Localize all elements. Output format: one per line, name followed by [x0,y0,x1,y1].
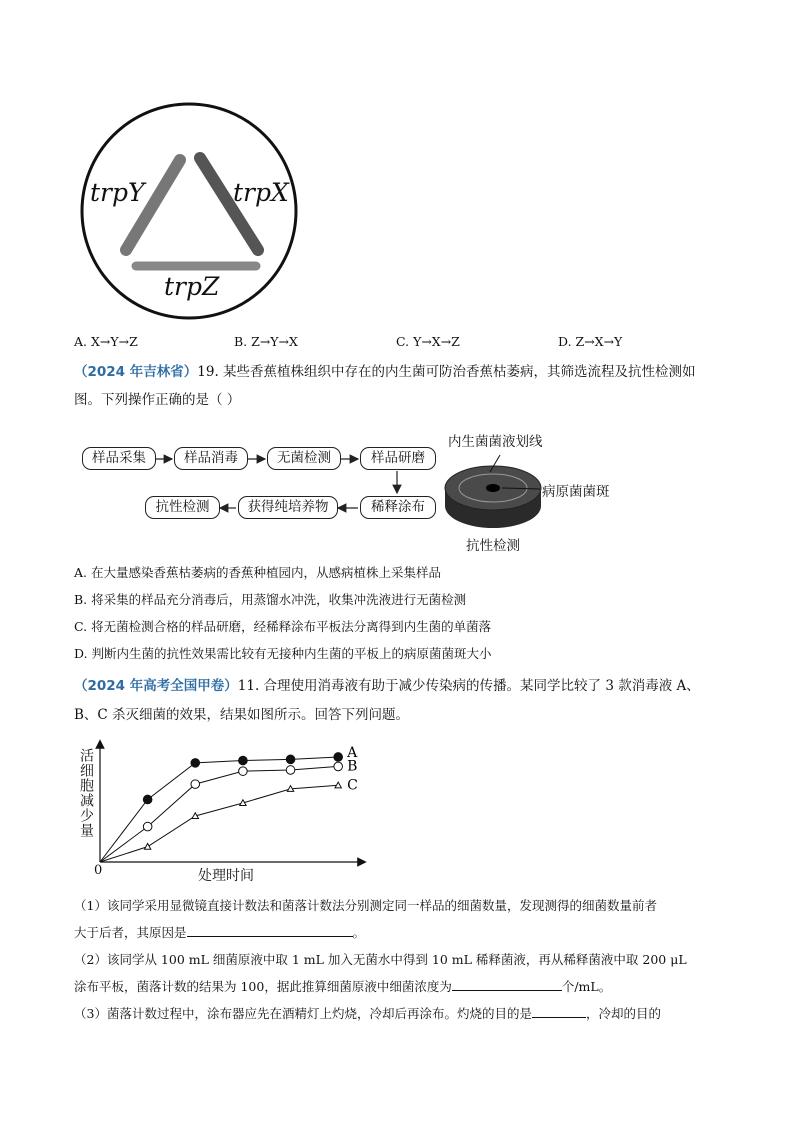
flow-step-sample-disinfection: 样品消毒 [174,447,248,470]
q11-sub3-line1-post: ，冷却的目的 [585,1006,661,1021]
q11-sub3-line1-pre: （3）菌落计数过程中，涂布器应先在酒精灯上灼烧，冷却后再涂布。灼烧的目的是 [74,1006,532,1021]
q18-option-b[interactable]: B. Z→Y→X [234,334,298,349]
q11-sub1-line1: （1）该同学采用显微镜直接计数法和菌落计数法分别测定同一样品的细菌数量，发现测得的细菌数量前者 [74,898,657,913]
q11-sub1-answer-blank[interactable] [187,923,353,937]
q19-option-c[interactable]: C. 将无菌检测合格的样品研磨，经稀释涂布平板法分离得到内生菌的单菌落 [74,619,492,634]
series-point-a-3 [239,756,248,765]
q11-chart [74,738,394,888]
series-line-b [100,766,338,862]
series-point-a-5 [334,753,343,762]
trp-x-label: trpX [233,178,289,207]
q11-sub3-line1 [74,1004,661,1022]
series-line-c [100,785,338,862]
series-point-b-4 [286,766,295,775]
q11-source: （2024 年高考全国甲卷） [74,678,238,694]
flow-step-pure-culture: 获得纯培养物 [238,496,338,519]
q11-stem-text: 11. 合理使用消毒液有助于减少传染病的传播。某同学比较了 3 款消毒液 A、 [237,678,700,694]
series-point-a-4 [286,755,295,764]
q11-sub2-line2-pre: 涂布平板，菌落计数的结果为 100，据此推算细菌原液中细菌浓度为 [74,979,452,994]
dish-caption: 抗性检测 [466,538,520,554]
q11-sub3-answer-blank[interactable] [532,1004,586,1018]
q19-source: （2024 年吉林省） [74,364,198,380]
q19-stem-line2: 图。下列操作正确的是（ ） [74,392,241,408]
q11-sub1-line2-post: 。 [352,925,366,940]
trp-y-label: trpY [90,178,145,207]
flow-step-dilution-plating: 稀释涂布 [360,496,436,519]
flow-step-sterility-test: 无菌检测 [267,447,341,470]
series-point-a-2 [191,759,200,768]
q18-option-a[interactable]: A. X→Y→Z [74,334,138,349]
q19-stem-text: 19. 某些香蕉植株组织中存在的内生菌可防治香蕉枯萎病，其筛选流程及抗性检测如 [197,364,696,380]
dish-top-label: 内生菌菌液划线 [448,434,543,450]
series-point-b-1 [143,822,152,831]
q11-stem-line1 [74,674,700,694]
q11-sub1-line2-pre: 大于后者，其原因是 [74,925,187,940]
q11-sub1-line2 [74,923,365,941]
q11-sub2-line2 [74,977,611,995]
dish-side-label: 病原菌菌斑 [542,484,610,500]
chart-xlabel: 处理时间 [198,868,254,884]
q18-option-c[interactable]: C. Y→X→Z [396,334,460,349]
flow-step-sample-collection: 样品采集 [82,447,156,470]
q19-stem-line1 [74,360,696,380]
plate-figure [78,100,300,322]
series-point-b-2 [191,780,200,789]
series-label-b: B [347,758,358,775]
series-point-b-3 [239,767,248,776]
series-point-a-1 [143,795,152,804]
q11-sub2-line2-post: 个/mL。 [561,979,612,994]
chart-origin-label: 0 [94,863,103,878]
series-label-c: C [347,777,358,794]
q19-dish-figure [440,428,640,558]
series-label-a: A [347,744,358,761]
q11-sub2-answer-blank[interactable] [452,977,562,991]
q18-option-d[interactable]: D. Z→X→Y [558,334,623,349]
q19-option-b[interactable]: B. 将采集的样品充分消毒后，用蒸馏水冲洗，收集冲洗液进行无菌检测 [74,592,467,607]
chart-ylabel: 活细胞减少量 [78,748,94,838]
flow-step-resistance-test: 抗性检测 [145,496,220,519]
q11-sub2-line1: （2）该同学从 100 mL 细菌原液中取 1 mL 加入无菌水中得到 10 mL 稀释菌液，再从稀释菌液中取 200 μL [74,952,687,967]
q19-option-a[interactable]: A. 在大量感染香蕉枯萎病的香蕉种植园内，从感病植株上采集样品 [74,565,441,580]
q11-stem-line2: B、C 杀灭细菌的效果，结果如图所示。回答下列问题。 [74,707,410,723]
trp-z-label: trpZ [164,272,220,301]
series-point-b-5 [334,762,343,771]
flow-step-sample-grinding: 样品研磨 [360,447,436,470]
series-point-c-1 [144,843,150,849]
q19-option-d[interactable]: D. 判断内生菌的抗性效果需比较有无接种内生菌的平板上的病原菌菌斑大小 [74,646,492,661]
